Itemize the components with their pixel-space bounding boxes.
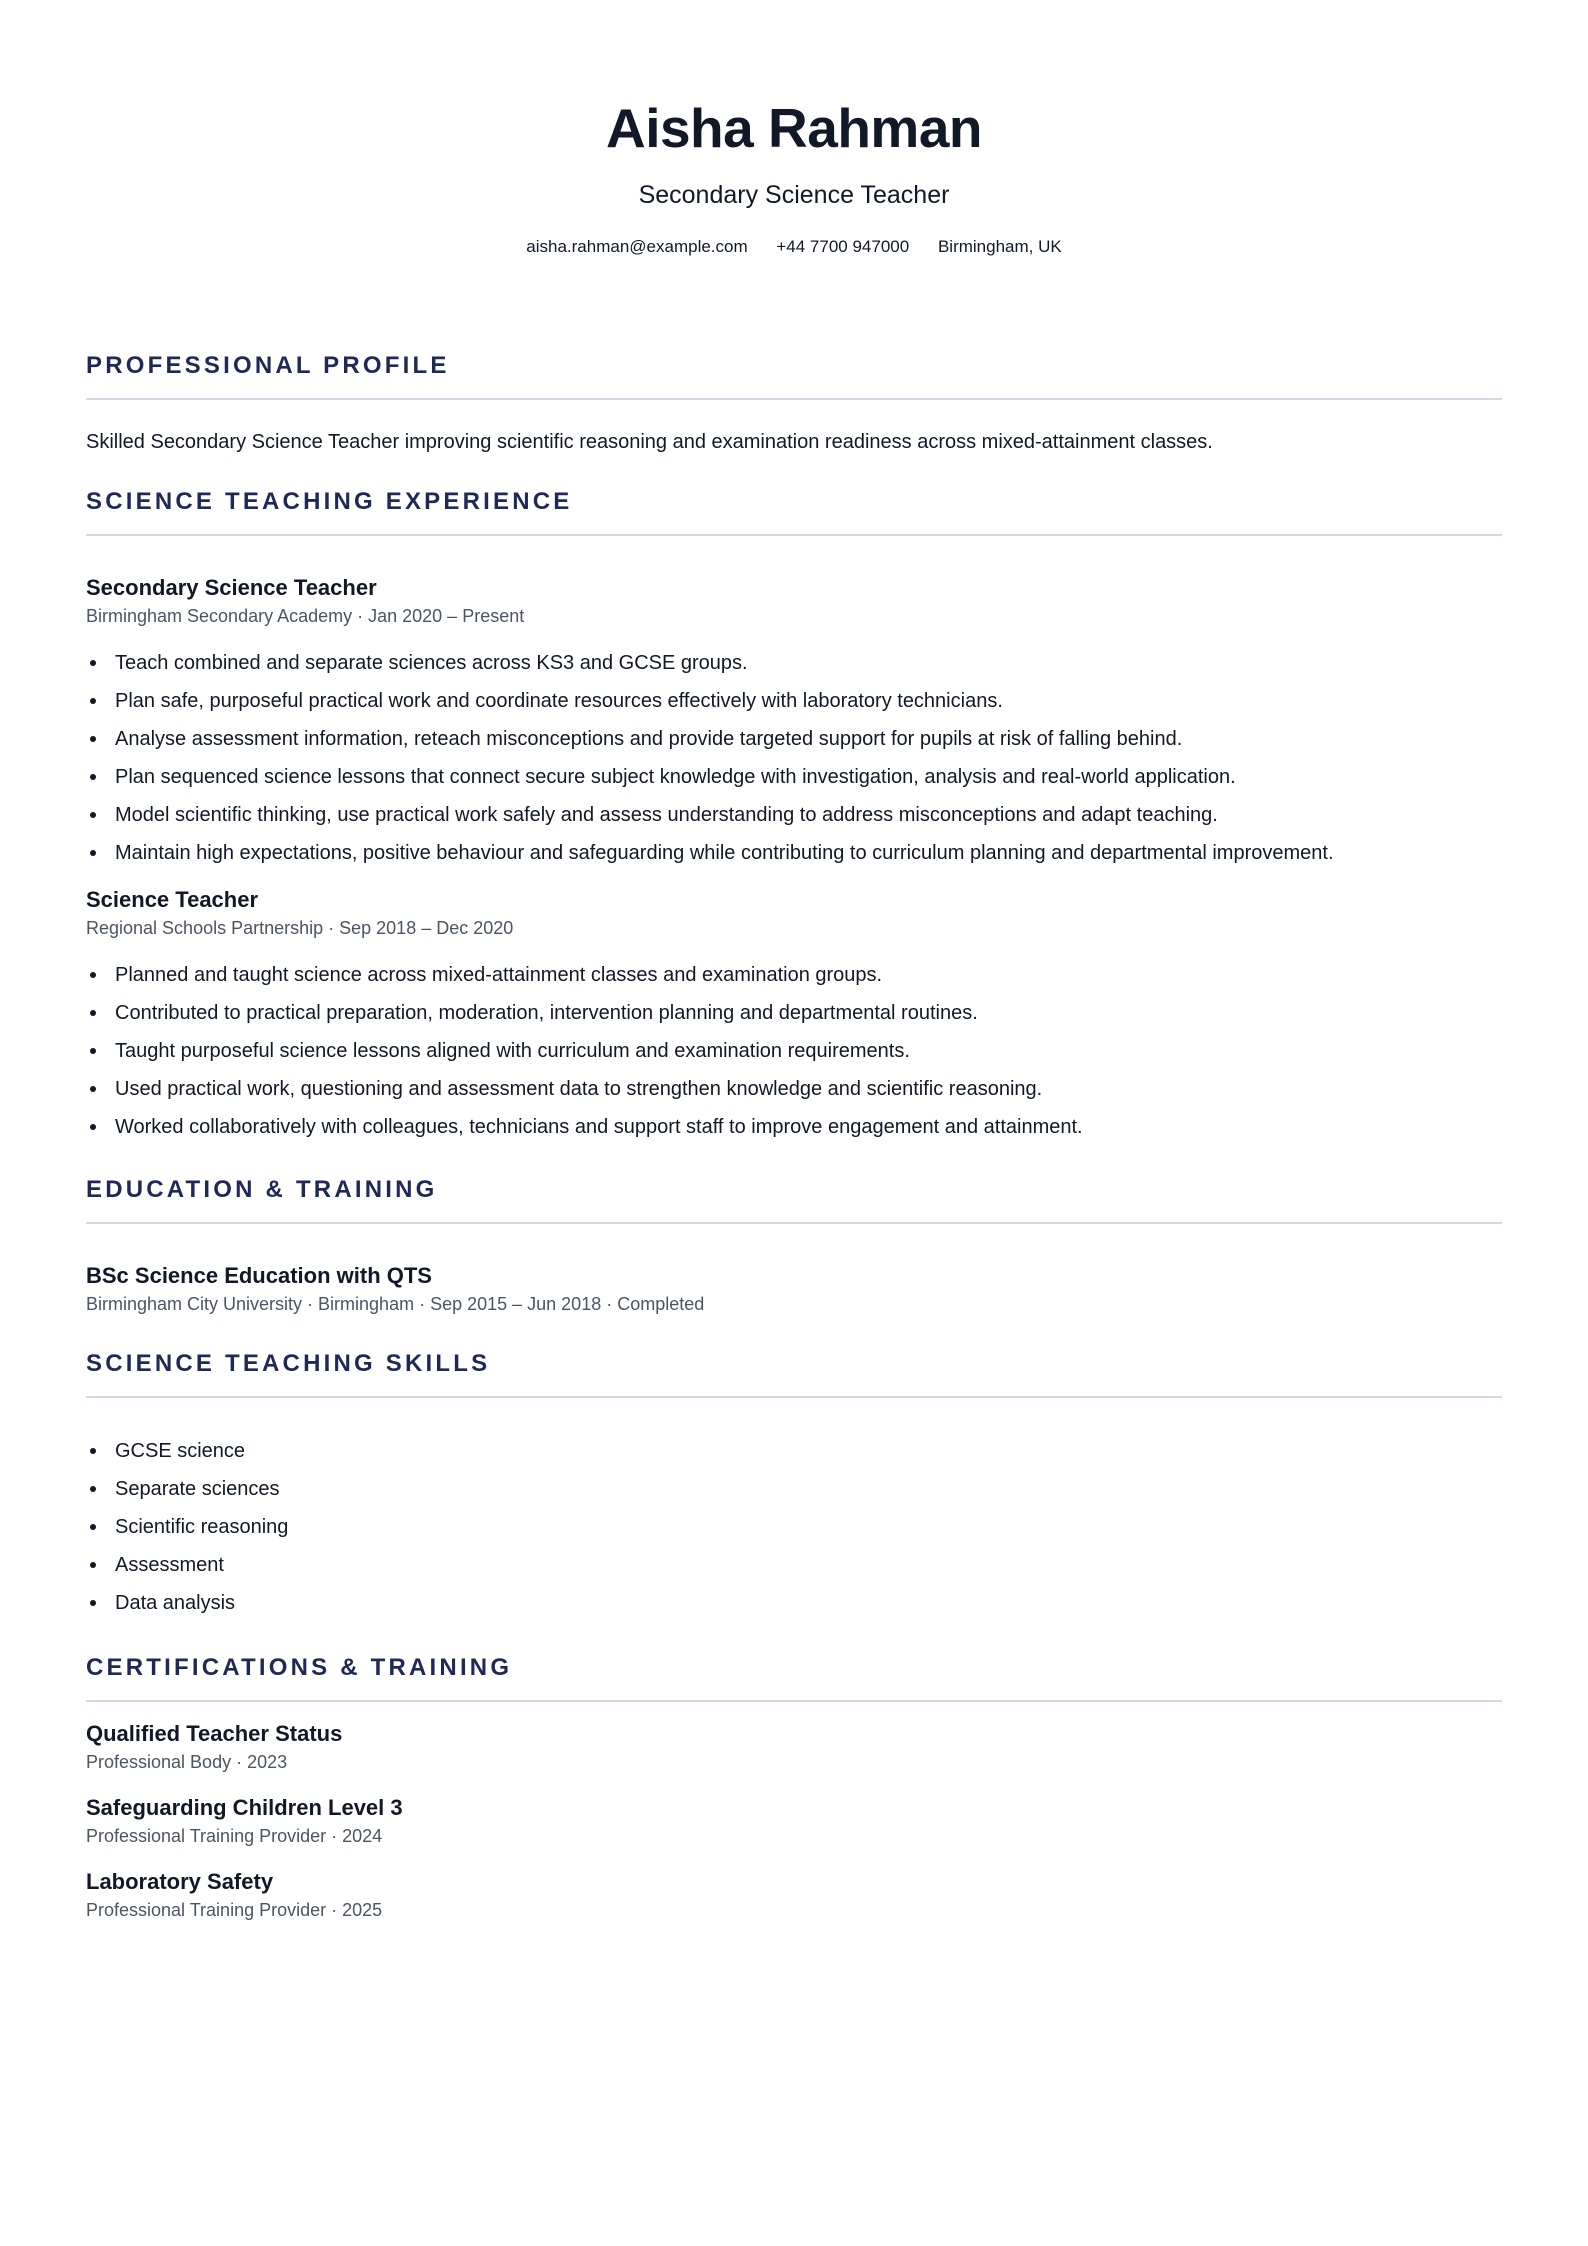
skills-section	[86, 1348, 1502, 1622]
job-bullet: Analyse assessment information, reteach misconceptions and provide targeted support for pupils at risk of falling behind.	[86, 720, 1502, 758]
certification-entry	[86, 1868, 1502, 1922]
job-bullet: Taught purposeful science lessons aligned with curriculum and examination requirements.	[86, 1032, 1502, 1070]
degree-title: BSc Science Education with QTS	[86, 1263, 432, 1288]
skill-item: Scientific reasoning	[86, 1508, 1502, 1546]
profile-summary: Skilled Secondary Science Teacher improving scientific reasoning and examination readiness across mixed-attainment classes.	[86, 431, 1213, 453]
contact-phone: +44 7700 947000	[776, 237, 910, 256]
job-bullet: Plan sequenced science lessons that connect secure subject knowledge with investigation, analysis and real-world application.	[86, 758, 1502, 796]
certifications-section	[86, 1652, 1502, 1922]
profile-section	[86, 350, 1502, 456]
job-bullet: Used practical work, questioning and assessment data to strengthen knowledge and scientific reasoning.	[86, 1070, 1502, 1108]
job-bullets	[86, 644, 1502, 872]
skills-list	[86, 1432, 1502, 1622]
certification-title: Safeguarding Children Level 3	[86, 1795, 403, 1820]
job-title: Science Teacher	[86, 887, 259, 912]
profile-heading: PROFESSIONAL PROFILE	[86, 350, 1502, 400]
education-entry	[86, 1262, 1502, 1316]
skills-heading: SCIENCE TEACHING SKILLS	[86, 1348, 1502, 1398]
education-section	[86, 1174, 1502, 1316]
job-bullet: Planned and taught science across mixed-attainment classes and examination groups.	[86, 956, 1502, 994]
experience-section	[86, 486, 1502, 1146]
skill-item: GCSE science	[86, 1432, 1502, 1470]
certification-title: Qualified Teacher Status	[86, 1721, 343, 1746]
job-bullet: Maintain high expectations, positive behaviour and safeguarding while contributing to curriculum planning and departmental improvement.	[86, 834, 1502, 872]
job-bullet: Model scientific thinking, use practical work safely and assess understanding to address misconceptions and adapt teaching.	[86, 796, 1502, 834]
degree-meta: Birmingham City University · Birmingham · Sep 2015 – Jun 2018 · Completed	[86, 1294, 705, 1314]
certifications-heading: CERTIFICATIONS & TRAINING	[86, 1652, 1502, 1702]
resume-header	[86, 0, 1502, 258]
job-meta: Regional Schools Partnership · Sep 2018 – Dec 2020	[86, 918, 514, 938]
skill-item: Separate sciences	[86, 1470, 1502, 1508]
skill-item: Assessment	[86, 1546, 1502, 1584]
education-heading: EDUCATION & TRAINING	[86, 1174, 1502, 1224]
certification-meta: Professional Body · 2023	[86, 1752, 288, 1772]
skill-item: Data analysis	[86, 1584, 1502, 1622]
job-meta: Birmingham Secondary Academy · Jan 2020 – Present	[86, 606, 525, 626]
certification-meta: Professional Training Provider · 2024	[86, 1826, 383, 1846]
candidate-name: Aisha Rahman	[605, 97, 983, 159]
certification-title: Laboratory Safety	[86, 1869, 274, 1894]
experience-heading: SCIENCE TEACHING EXPERIENCE	[86, 486, 1502, 536]
job-bullets	[86, 956, 1502, 1146]
job-bullet: Teach combined and separate sciences across KS3 and GCSE groups.	[86, 644, 1502, 682]
job-bullet: Plan safe, purposeful practical work and coordinate resources effectively with laboratory technicians.	[86, 682, 1502, 720]
contact-line	[86, 236, 1502, 258]
certification-entry	[86, 1794, 1502, 1848]
job-title: Secondary Science Teacher	[86, 575, 377, 600]
job-bullet: Worked collaboratively with colleagues, technicians and support staff to improve engagement and attainment.	[86, 1108, 1502, 1146]
certification-entry	[86, 1720, 1502, 1774]
contact-location: Birmingham, UK	[937, 237, 1062, 256]
contact-email: aisha.rahman@example.com	[526, 237, 748, 256]
candidate-headline: Secondary Science Teacher	[638, 181, 950, 209]
job-entry	[86, 886, 1502, 1146]
job-bullet: Contributed to practical preparation, moderation, intervention planning and departmental routines.	[86, 994, 1502, 1032]
certification-meta: Professional Training Provider · 2025	[86, 1900, 383, 1920]
job-entry	[86, 574, 1502, 872]
